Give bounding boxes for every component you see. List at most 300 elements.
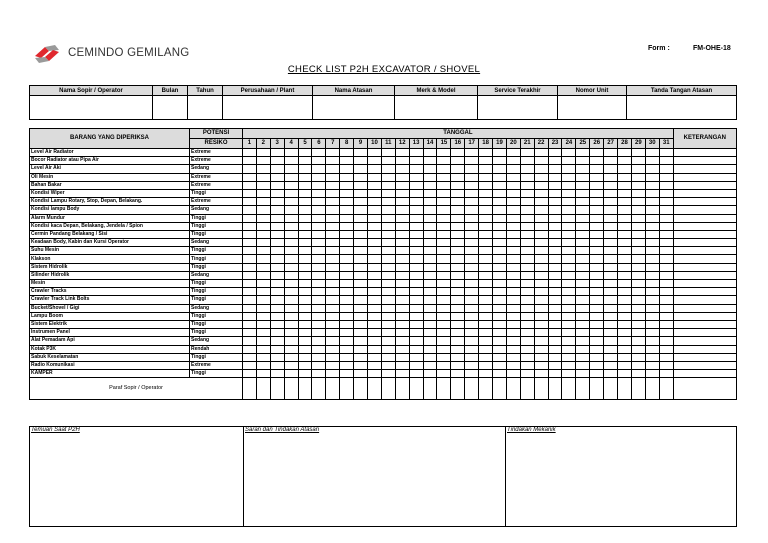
day-check-cell[interactable] xyxy=(423,271,437,279)
day-check-cell[interactable] xyxy=(381,361,395,369)
day-check-cell[interactable] xyxy=(520,263,534,271)
day-check-cell[interactable] xyxy=(618,230,632,238)
day-check-cell[interactable] xyxy=(548,255,562,263)
day-check-cell[interactable] xyxy=(590,329,604,337)
day-check-cell[interactable] xyxy=(256,320,270,328)
day-check-cell[interactable] xyxy=(409,329,423,337)
paraf-cell[interactable] xyxy=(506,378,520,400)
day-check-cell[interactable] xyxy=(479,329,493,337)
day-check-cell[interactable] xyxy=(562,189,576,197)
day-check-cell[interactable] xyxy=(381,230,395,238)
day-check-cell[interactable] xyxy=(465,222,479,230)
day-check-cell[interactable] xyxy=(562,329,576,337)
day-check-cell[interactable] xyxy=(534,222,548,230)
day-check-cell[interactable] xyxy=(631,370,645,378)
paraf-cell[interactable] xyxy=(534,378,548,400)
day-check-cell[interactable] xyxy=(395,214,409,222)
day-check-cell[interactable] xyxy=(604,214,618,222)
day-check-cell[interactable] xyxy=(368,206,382,214)
day-check-cell[interactable] xyxy=(479,181,493,189)
day-check-cell[interactable] xyxy=(298,353,312,361)
day-check-cell[interactable] xyxy=(631,247,645,255)
day-check-cell[interactable] xyxy=(520,345,534,353)
day-check-cell[interactable] xyxy=(423,280,437,288)
day-check-cell[interactable] xyxy=(243,198,257,206)
day-check-cell[interactable] xyxy=(270,288,284,296)
day-check-cell[interactable] xyxy=(284,157,298,165)
day-check-cell[interactable] xyxy=(604,280,618,288)
day-check-cell[interactable] xyxy=(312,288,326,296)
day-check-cell[interactable] xyxy=(659,214,673,222)
day-check-cell[interactable] xyxy=(506,312,520,320)
day-check-cell[interactable] xyxy=(326,320,340,328)
day-check-cell[interactable] xyxy=(409,337,423,345)
paraf-cell[interactable] xyxy=(368,378,382,400)
day-check-cell[interactable] xyxy=(326,149,340,157)
day-check-cell[interactable] xyxy=(590,165,604,173)
day-check-cell[interactable] xyxy=(548,296,562,304)
day-check-cell[interactable] xyxy=(256,312,270,320)
day-check-cell[interactable] xyxy=(256,345,270,353)
day-check-cell[interactable] xyxy=(562,288,576,296)
day-check-cell[interactable] xyxy=(395,361,409,369)
day-check-cell[interactable] xyxy=(326,255,340,263)
day-check-cell[interactable] xyxy=(576,320,590,328)
day-check-cell[interactable] xyxy=(520,255,534,263)
day-check-cell[interactable] xyxy=(645,337,659,345)
day-check-cell[interactable] xyxy=(381,337,395,345)
day-check-cell[interactable] xyxy=(548,198,562,206)
day-check-cell[interactable] xyxy=(493,198,507,206)
day-check-cell[interactable] xyxy=(465,149,479,157)
day-check-cell[interactable] xyxy=(465,263,479,271)
day-check-cell[interactable] xyxy=(243,288,257,296)
day-check-cell[interactable] xyxy=(645,353,659,361)
day-check-cell[interactable] xyxy=(284,329,298,337)
day-check-cell[interactable] xyxy=(312,239,326,247)
day-check-cell[interactable] xyxy=(465,337,479,345)
day-check-cell[interactable] xyxy=(534,337,548,345)
day-check-cell[interactable] xyxy=(604,263,618,271)
day-check-cell[interactable] xyxy=(493,157,507,165)
day-check-cell[interactable] xyxy=(395,206,409,214)
day-check-cell[interactable] xyxy=(618,239,632,247)
day-check-cell[interactable] xyxy=(631,312,645,320)
day-check-cell[interactable] xyxy=(243,353,257,361)
paraf-cell[interactable] xyxy=(604,378,618,400)
day-check-cell[interactable] xyxy=(659,255,673,263)
day-check-cell[interactable] xyxy=(479,263,493,271)
day-check-cell[interactable] xyxy=(645,288,659,296)
notes-cell[interactable] xyxy=(673,296,736,304)
day-check-cell[interactable] xyxy=(312,304,326,312)
day-check-cell[interactable] xyxy=(256,353,270,361)
paraf-cell[interactable] xyxy=(645,378,659,400)
day-check-cell[interactable] xyxy=(590,157,604,165)
day-check-cell[interactable] xyxy=(409,255,423,263)
day-check-cell[interactable] xyxy=(368,198,382,206)
day-check-cell[interactable] xyxy=(423,239,437,247)
day-check-cell[interactable] xyxy=(451,165,465,173)
day-check-cell[interactable] xyxy=(381,320,395,328)
day-check-cell[interactable] xyxy=(576,329,590,337)
day-check-cell[interactable] xyxy=(284,296,298,304)
day-check-cell[interactable] xyxy=(520,304,534,312)
day-check-cell[interactable] xyxy=(534,353,548,361)
day-check-cell[interactable] xyxy=(312,361,326,369)
day-check-cell[interactable] xyxy=(659,247,673,255)
day-check-cell[interactable] xyxy=(506,320,520,328)
day-check-cell[interactable] xyxy=(548,230,562,238)
day-check-cell[interactable] xyxy=(451,263,465,271)
day-check-cell[interactable] xyxy=(451,280,465,288)
day-check-cell[interactable] xyxy=(381,239,395,247)
day-check-cell[interactable] xyxy=(645,157,659,165)
day-check-cell[interactable] xyxy=(562,239,576,247)
day-check-cell[interactable] xyxy=(493,255,507,263)
day-check-cell[interactable] xyxy=(506,247,520,255)
day-check-cell[interactable] xyxy=(298,181,312,189)
day-check-cell[interactable] xyxy=(326,165,340,173)
day-check-cell[interactable] xyxy=(534,255,548,263)
day-check-cell[interactable] xyxy=(256,361,270,369)
day-check-cell[interactable] xyxy=(368,230,382,238)
day-check-cell[interactable] xyxy=(534,280,548,288)
day-check-cell[interactable] xyxy=(243,329,257,337)
day-check-cell[interactable] xyxy=(354,214,368,222)
day-check-cell[interactable] xyxy=(465,181,479,189)
day-check-cell[interactable] xyxy=(520,157,534,165)
day-check-cell[interactable] xyxy=(340,181,354,189)
day-check-cell[interactable] xyxy=(298,312,312,320)
day-check-cell[interactable] xyxy=(618,370,632,378)
day-check-cell[interactable] xyxy=(298,263,312,271)
day-check-cell[interactable] xyxy=(312,337,326,345)
notes-cell[interactable] xyxy=(673,149,736,157)
day-check-cell[interactable] xyxy=(548,288,562,296)
day-check-cell[interactable] xyxy=(645,296,659,304)
day-check-cell[interactable] xyxy=(326,239,340,247)
day-check-cell[interactable] xyxy=(604,181,618,189)
day-check-cell[interactable] xyxy=(409,280,423,288)
day-check-cell[interactable] xyxy=(604,173,618,181)
day-check-cell[interactable] xyxy=(590,370,604,378)
day-check-cell[interactable] xyxy=(479,304,493,312)
day-check-cell[interactable] xyxy=(340,239,354,247)
day-check-cell[interactable] xyxy=(284,271,298,279)
day-check-cell[interactable] xyxy=(590,214,604,222)
day-check-cell[interactable] xyxy=(631,280,645,288)
day-check-cell[interactable] xyxy=(548,222,562,230)
day-check-cell[interactable] xyxy=(256,181,270,189)
day-check-cell[interactable] xyxy=(548,345,562,353)
day-check-cell[interactable] xyxy=(479,280,493,288)
day-check-cell[interactable] xyxy=(284,255,298,263)
day-check-cell[interactable] xyxy=(534,173,548,181)
day-check-cell[interactable] xyxy=(340,361,354,369)
day-check-cell[interactable] xyxy=(298,173,312,181)
day-check-cell[interactable] xyxy=(659,198,673,206)
day-check-cell[interactable] xyxy=(256,206,270,214)
day-check-cell[interactable] xyxy=(381,173,395,181)
day-check-cell[interactable] xyxy=(506,280,520,288)
day-check-cell[interactable] xyxy=(312,181,326,189)
day-check-cell[interactable] xyxy=(493,222,507,230)
day-check-cell[interactable] xyxy=(409,230,423,238)
day-check-cell[interactable] xyxy=(506,296,520,304)
day-check-cell[interactable] xyxy=(340,288,354,296)
notes-cell[interactable] xyxy=(673,304,736,312)
day-check-cell[interactable] xyxy=(451,320,465,328)
day-check-cell[interactable] xyxy=(354,181,368,189)
paraf-cell[interactable] xyxy=(520,378,534,400)
day-check-cell[interactable] xyxy=(506,337,520,345)
day-check-cell[interactable] xyxy=(631,181,645,189)
day-check-cell[interactable] xyxy=(326,271,340,279)
day-check-cell[interactable] xyxy=(590,353,604,361)
day-check-cell[interactable] xyxy=(534,329,548,337)
paraf-cell[interactable] xyxy=(423,378,437,400)
day-check-cell[interactable] xyxy=(256,271,270,279)
day-check-cell[interactable] xyxy=(284,353,298,361)
day-check-cell[interactable] xyxy=(451,247,465,255)
day-check-cell[interactable] xyxy=(465,345,479,353)
day-check-cell[interactable] xyxy=(243,255,257,263)
day-check-cell[interactable] xyxy=(590,280,604,288)
day-check-cell[interactable] xyxy=(520,329,534,337)
day-check-cell[interactable] xyxy=(270,353,284,361)
day-check-cell[interactable] xyxy=(520,198,534,206)
day-check-cell[interactable] xyxy=(534,296,548,304)
day-check-cell[interactable] xyxy=(243,296,257,304)
day-check-cell[interactable] xyxy=(395,239,409,247)
day-check-cell[interactable] xyxy=(548,337,562,345)
day-check-cell[interactable] xyxy=(479,206,493,214)
day-check-cell[interactable] xyxy=(423,320,437,328)
day-check-cell[interactable] xyxy=(312,329,326,337)
day-check-cell[interactable] xyxy=(645,165,659,173)
day-check-cell[interactable] xyxy=(576,189,590,197)
day-check-cell[interactable] xyxy=(368,165,382,173)
paraf-cell[interactable] xyxy=(548,378,562,400)
day-check-cell[interactable] xyxy=(534,230,548,238)
day-check-cell[interactable] xyxy=(368,370,382,378)
day-check-cell[interactable] xyxy=(479,255,493,263)
day-check-cell[interactable] xyxy=(256,189,270,197)
day-check-cell[interactable] xyxy=(256,149,270,157)
day-check-cell[interactable] xyxy=(437,320,451,328)
day-check-cell[interactable] xyxy=(590,255,604,263)
day-check-cell[interactable] xyxy=(659,345,673,353)
day-check-cell[interactable] xyxy=(562,230,576,238)
day-check-cell[interactable] xyxy=(479,149,493,157)
day-check-cell[interactable] xyxy=(340,353,354,361)
day-check-cell[interactable] xyxy=(604,329,618,337)
day-check-cell[interactable] xyxy=(618,329,632,337)
day-check-cell[interactable] xyxy=(506,304,520,312)
day-check-cell[interactable] xyxy=(548,353,562,361)
day-check-cell[interactable] xyxy=(298,271,312,279)
paraf-notes-cell[interactable] xyxy=(673,378,736,400)
day-check-cell[interactable] xyxy=(645,247,659,255)
day-check-cell[interactable] xyxy=(590,173,604,181)
day-check-cell[interactable] xyxy=(479,189,493,197)
day-check-cell[interactable] xyxy=(548,263,562,271)
info-field[interactable] xyxy=(558,96,627,120)
day-check-cell[interactable] xyxy=(451,222,465,230)
day-check-cell[interactable] xyxy=(340,345,354,353)
day-check-cell[interactable] xyxy=(604,157,618,165)
day-check-cell[interactable] xyxy=(354,263,368,271)
day-check-cell[interactable] xyxy=(562,247,576,255)
day-check-cell[interactable] xyxy=(354,149,368,157)
day-check-cell[interactable] xyxy=(437,247,451,255)
day-check-cell[interactable] xyxy=(506,181,520,189)
notes-cell[interactable] xyxy=(673,345,736,353)
day-check-cell[interactable] xyxy=(659,263,673,271)
day-check-cell[interactable] xyxy=(354,280,368,288)
day-check-cell[interactable] xyxy=(354,296,368,304)
paraf-cell[interactable] xyxy=(562,378,576,400)
day-check-cell[interactable] xyxy=(534,239,548,247)
day-check-cell[interactable] xyxy=(590,320,604,328)
day-check-cell[interactable] xyxy=(645,198,659,206)
day-check-cell[interactable] xyxy=(326,296,340,304)
day-check-cell[interactable] xyxy=(312,296,326,304)
day-check-cell[interactable] xyxy=(631,288,645,296)
day-check-cell[interactable] xyxy=(631,222,645,230)
day-check-cell[interactable] xyxy=(590,198,604,206)
day-check-cell[interactable] xyxy=(409,157,423,165)
day-check-cell[interactable] xyxy=(562,214,576,222)
day-check-cell[interactable] xyxy=(465,230,479,238)
day-check-cell[interactable] xyxy=(479,239,493,247)
day-check-cell[interactable] xyxy=(590,345,604,353)
day-check-cell[interactable] xyxy=(618,304,632,312)
day-check-cell[interactable] xyxy=(326,288,340,296)
day-check-cell[interactable] xyxy=(465,239,479,247)
day-check-cell[interactable] xyxy=(576,263,590,271)
day-check-cell[interactable] xyxy=(340,149,354,157)
day-check-cell[interactable] xyxy=(548,173,562,181)
day-check-cell[interactable] xyxy=(243,157,257,165)
day-check-cell[interactable] xyxy=(618,247,632,255)
day-check-cell[interactable] xyxy=(451,288,465,296)
day-check-cell[interactable] xyxy=(659,296,673,304)
day-check-cell[interactable] xyxy=(243,149,257,157)
day-check-cell[interactable] xyxy=(493,173,507,181)
day-check-cell[interactable] xyxy=(326,361,340,369)
day-check-cell[interactable] xyxy=(465,198,479,206)
day-check-cell[interactable] xyxy=(312,149,326,157)
day-check-cell[interactable] xyxy=(451,214,465,222)
day-check-cell[interactable] xyxy=(368,353,382,361)
day-check-cell[interactable] xyxy=(604,345,618,353)
day-check-cell[interactable] xyxy=(298,337,312,345)
day-check-cell[interactable] xyxy=(659,329,673,337)
notes-cell[interactable] xyxy=(673,271,736,279)
day-check-cell[interactable] xyxy=(548,312,562,320)
day-check-cell[interactable] xyxy=(465,247,479,255)
day-check-cell[interactable] xyxy=(395,189,409,197)
day-check-cell[interactable] xyxy=(548,370,562,378)
day-check-cell[interactable] xyxy=(534,165,548,173)
day-check-cell[interactable] xyxy=(437,157,451,165)
day-check-cell[interactable] xyxy=(479,247,493,255)
day-check-cell[interactable] xyxy=(451,173,465,181)
day-check-cell[interactable] xyxy=(631,255,645,263)
day-check-cell[interactable] xyxy=(604,312,618,320)
day-check-cell[interactable] xyxy=(465,320,479,328)
day-check-cell[interactable] xyxy=(437,206,451,214)
day-check-cell[interactable] xyxy=(298,296,312,304)
paraf-cell[interactable] xyxy=(312,378,326,400)
day-check-cell[interactable] xyxy=(256,337,270,345)
day-check-cell[interactable] xyxy=(395,222,409,230)
day-check-cell[interactable] xyxy=(548,247,562,255)
day-check-cell[interactable] xyxy=(604,206,618,214)
day-check-cell[interactable] xyxy=(618,206,632,214)
notes-cell[interactable] xyxy=(673,320,736,328)
day-check-cell[interactable] xyxy=(451,189,465,197)
day-check-cell[interactable] xyxy=(423,222,437,230)
day-check-cell[interactable] xyxy=(270,214,284,222)
day-check-cell[interactable] xyxy=(354,239,368,247)
paraf-cell[interactable] xyxy=(576,378,590,400)
day-check-cell[interactable] xyxy=(506,165,520,173)
day-check-cell[interactable] xyxy=(270,181,284,189)
info-field[interactable] xyxy=(395,96,478,120)
day-check-cell[interactable] xyxy=(576,296,590,304)
day-check-cell[interactable] xyxy=(298,304,312,312)
day-check-cell[interactable] xyxy=(312,247,326,255)
day-check-cell[interactable] xyxy=(437,345,451,353)
day-check-cell[interactable] xyxy=(340,222,354,230)
day-check-cell[interactable] xyxy=(465,361,479,369)
day-check-cell[interactable] xyxy=(437,214,451,222)
day-check-cell[interactable] xyxy=(326,181,340,189)
info-field[interactable] xyxy=(223,96,313,120)
day-check-cell[interactable] xyxy=(312,165,326,173)
day-check-cell[interactable] xyxy=(423,230,437,238)
day-check-cell[interactable] xyxy=(312,263,326,271)
day-check-cell[interactable] xyxy=(590,149,604,157)
day-check-cell[interactable] xyxy=(604,230,618,238)
day-check-cell[interactable] xyxy=(562,206,576,214)
day-check-cell[interactable] xyxy=(437,288,451,296)
day-check-cell[interactable] xyxy=(631,361,645,369)
day-check-cell[interactable] xyxy=(506,214,520,222)
day-check-cell[interactable] xyxy=(618,280,632,288)
day-check-cell[interactable] xyxy=(631,271,645,279)
day-check-cell[interactable] xyxy=(618,173,632,181)
day-check-cell[interactable] xyxy=(576,165,590,173)
day-check-cell[interactable] xyxy=(659,337,673,345)
day-check-cell[interactable] xyxy=(284,214,298,222)
day-check-cell[interactable] xyxy=(381,263,395,271)
day-check-cell[interactable] xyxy=(381,370,395,378)
day-check-cell[interactable] xyxy=(284,239,298,247)
day-check-cell[interactable] xyxy=(423,173,437,181)
day-check-cell[interactable] xyxy=(493,271,507,279)
day-check-cell[interactable] xyxy=(618,288,632,296)
day-check-cell[interactable] xyxy=(465,370,479,378)
day-check-cell[interactable] xyxy=(659,280,673,288)
day-check-cell[interactable] xyxy=(576,173,590,181)
day-check-cell[interactable] xyxy=(409,320,423,328)
day-check-cell[interactable] xyxy=(354,288,368,296)
day-check-cell[interactable] xyxy=(284,247,298,255)
